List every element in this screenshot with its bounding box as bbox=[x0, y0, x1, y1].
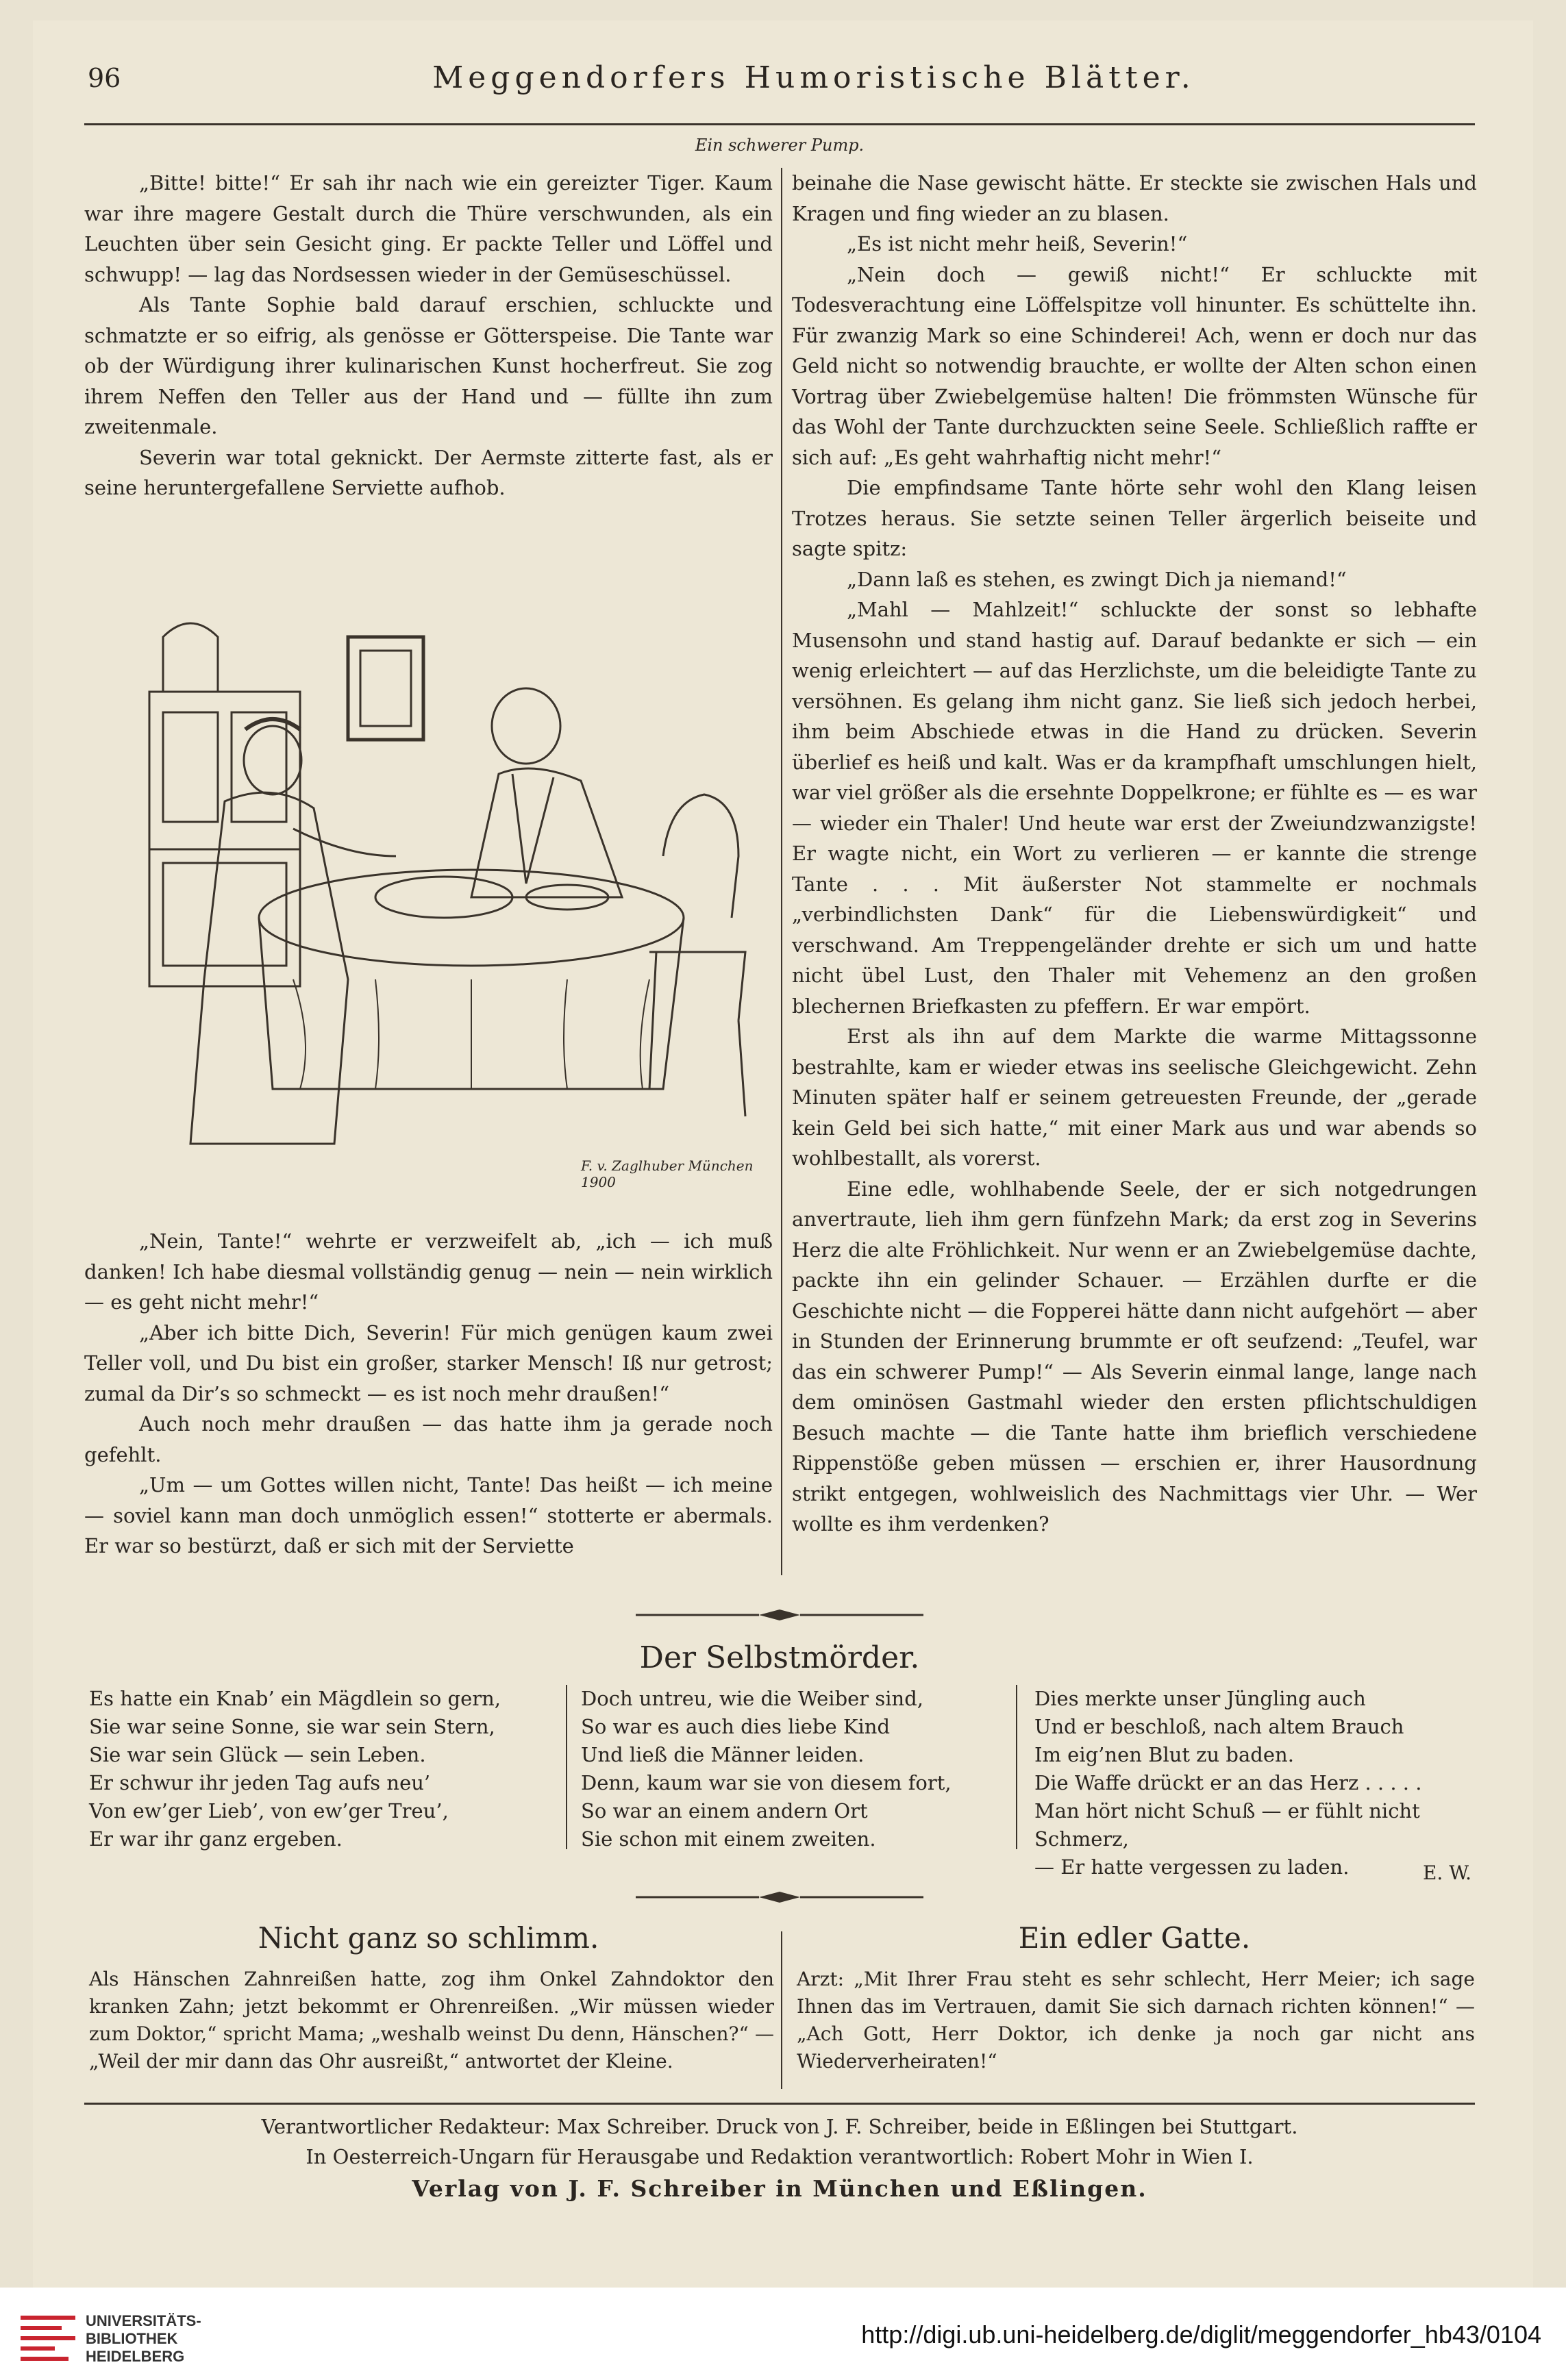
imprint-austria: In Oesterreich-Ungarn für Herausgabe und Redaktion verantwortlich: Robert Mohr in Wien I. bbox=[306, 2145, 1254, 2168]
story-right bbox=[792, 168, 1477, 1540]
paragraph: „Dann laß es stehen, es zwingt Dich ja niemand!“ bbox=[847, 567, 1347, 591]
header-rule bbox=[84, 123, 1475, 125]
joke-title: Ein edler Gatte. bbox=[1018, 1921, 1251, 1955]
poem-stanza-2: Doch untreu, wie die Weiber sind, So war es auch dies liebe Kind Und ließ die Männer leiden. Denn, kaum war sie von diesem fort, So war an einem andern Ort Sie schon mit einem zweiten. bbox=[581, 1687, 952, 1851]
library-name-line: HEIDELBERG bbox=[86, 2348, 185, 2365]
running-title: Meggendorfers Humoristische Blätter. bbox=[432, 60, 1195, 95]
page-number: 96 bbox=[88, 63, 121, 93]
paragraph: „Um — um Gottes willen nicht, Tante! Das heißt — ich meine — soviel kann man doch unmöglich essen!“ stotterte er abermals. Er war so bestürzt, daß er sich mit der Serviette bbox=[84, 1473, 773, 1557]
library-name-line: BIBLIOTHEK bbox=[86, 2330, 178, 2347]
imprint-publisher: Verlag von J. F. Schreiber in München und Eßlingen. bbox=[412, 2175, 1147, 2202]
newspaper-page bbox=[33, 21, 1533, 2363]
library-name-line: UNIVERSITÄTS- bbox=[86, 2312, 201, 2329]
paragraph: beinahe die Nase gewischt hätte. Er steckte sie zwischen Hals und Kragen und fing wieder an zu blasen. bbox=[792, 171, 1477, 225]
paragraph: Severin war total geknickt. Der Aermste zitterte fast, als er seine heruntergefallene Serviette aufhob. bbox=[84, 445, 773, 499]
poem-title: Der Selbstmörder. bbox=[639, 1640, 920, 1675]
ornament-divider bbox=[636, 1890, 923, 1904]
paragraph: „Nein doch — gewiß nicht!“ Er schluckte mit Todesverachtung eine Löffelspitze voll hinunter. Es schüttelte ihn. Für zwanzig Mark so eine Schinderei! Ach, wenn er doch nur das Geld nicht so notwendig brauchte, er wollte der Alten schon einen Vortrag über Zwiebelgemüse halten! Die frömmsten Wünsche für das Wohl der Tante durchzuckten seine Seele. Schließlich raffte er sich auf: „Es geht wahrhaftig nicht mehr!“ bbox=[792, 262, 1477, 469]
paragraph: „Aber ich bitte Dich, Severin! Für mich genügen kaum zwei Teller voll, und Du bist ein großer, starker Mensch! Iß nur getrost; zumal da Dir’s so schmeckt — es ist noch mehr draußen!“ bbox=[84, 1320, 773, 1405]
story-subtitle: Ein schwerer Pump. bbox=[695, 136, 865, 155]
library-logo-icon bbox=[21, 2309, 75, 2367]
poem-stanza-3: Dies merkte unser Jüngling auch Und er beschloß, nach altem Brauch Im eig’nen Blut zu baden. Die Waffe drückt er an das Herz . . . . . Man hört nicht Schuß — er fühlt nicht Schmerz, — Er hatte vergessen zu laden. bbox=[1034, 1687, 1422, 1879]
imprint-rule bbox=[84, 2103, 1475, 2105]
source-url-link[interactable]: http://digi.ub.uni-heidelberg.de/diglit/meggendorfer_hb43/0104 bbox=[861, 2320, 1541, 2348]
paragraph: „Mahl — Mahlzeit!“ schluckte der sonst so lebhafte Musensohn und stand hastig auf. Darauf bedankte er sich — ein wenig erleichtert — auf das Herzlichste, um die beleidigte Tante zu versöhnen. Es gelang ihm nicht ganz. Sie ließ sich jedoch herbei, ihm beim Abschiede etwas in die Hand zu drücken. Severin überlief es heiß und kalt. Was er da krampfhaft umschlungen hielt, war viel größer als die ersehnte Doppelkrone; er fühlte es — es war — wieder ein Thaler! Und heute war erst der Zweiundzwanzigste! Er wagte nicht, ein Wort zu verlieren — er kannte die strenge Tante . . . Mit äußerster Not stammelte er nochmals „verbindlichsten Dank“ für die Liebenswürdigkeit“ und verschwand. Am Treppengeländer drehte er sich um und hatte nicht übel Lust, den Thaler mit Vehemenz an den großen blechernen Briefkasten zu pfeffern. Er war empört. bbox=[792, 598, 1477, 1018]
poem-divider bbox=[566, 1685, 567, 1849]
paragraph: „Bitte! bitte!“ Er sah ihr nach wie ein gereizter Tiger. Kaum war ihre magere Gestalt durch die Thüre verschwunden, als ein Leuchten über sein Gesicht ging. Er packte Teller und Löffel und schwupp! — lag das Nordsessen wieder in der Gemüseschüssel. bbox=[84, 171, 773, 286]
joke-text: Arzt: „Mit Ihrer Frau steht es sehr schlecht, Herr Meier; ich sage Ihnen das im Vertrauen, damit Sie sich darnach richten können!“ — „Ach Gott, Herr Doktor, ich denke ja noch gar nicht ans Wiederverheiraten!“ bbox=[797, 1968, 1475, 2072]
poem-stanza-1: Es hatte ein Knab’ ein Mägdlein so gern, Sie war seine Sonne, sie war sein Stern, Sie war sein Glück — sein Leben. Er schwur ihr jeden Tag aufs neu’ Von ew’ger Lieb’, von ew’ger Treu’, Er war ihr ganz ergeben. bbox=[89, 1687, 501, 1851]
imprint-editor: Verantwortlicher Redakteur: Max Schreiber. Druck von J. F. Schreiber, beide in Eßlingen bei Stuttgart. bbox=[261, 2115, 1298, 2138]
column-divider bbox=[781, 168, 782, 1575]
joke-title: Nicht ganz so schlimm. bbox=[258, 1921, 599, 1955]
ornament-divider bbox=[636, 1608, 923, 1622]
poem-divider bbox=[1016, 1685, 1017, 1849]
paragraph: Eine edle, wohlhabende Seele, der er sich notgedrungen anvertraute, lieh ihm gern fünfzehn Mark; da erst zog in Severins Herz die alte Fröhlichkeit. Nur wenn er an Zwiebelgemüse dachte, packte ihn ein gelinder Schauer. — Erzählen durfte er die Geschichte nicht — die Fopperei hätte dann nicht aufgehört — aber in Stunden der Erinnerung brummte er oft seufzend: „Teufel, war das ein schwerer Pump!“ — Als Severin einmal lange, lange nach dem ominösen Gastmahl wieder den ersten pflichtschuldigen Besuch machte — die Tante hatte ihm brieflich verschiedene Rippenstöße geben müssen — erschien er, ihrer Hausordnung strikt entgegen, wohlweislich des Nachmittags vier Uhr. — Wer wollte es ihm verdenken? bbox=[792, 1177, 1477, 1536]
joke-divider bbox=[781, 1931, 782, 2089]
illustration bbox=[88, 596, 773, 1199]
ornament-icon bbox=[636, 1890, 923, 1904]
ornament-icon bbox=[636, 1608, 923, 1622]
digitization-footer bbox=[0, 2288, 1566, 2380]
library-name bbox=[86, 2312, 201, 2366]
paragraph: Die empfindsame Tante hörte sehr wohl den Klang leisen Trotzes heraus. Sie setzte seinen Teller ärgerlich beiseite und sagte spitz: bbox=[792, 476, 1477, 560]
story-left-bottom bbox=[84, 1226, 773, 1562]
paragraph: Als Tante Sophie bald darauf erschien, schluckte und schmatzte er so eifrig, als genösse er Götterspeise. Die Tante war ob der Würdigung ihrer kulinarischen Kunst hocherfreut. Sie zog ihrem Neffen den Teller aus der Hand und — füllte ihn zum zweitenmale. bbox=[84, 293, 773, 438]
paragraph: „Nein, Tante!“ wehrte er verzweifelt ab, „ich — ich muß danken! Ich habe diesmal vollständig genug — nein — nein wirklich — es geht nicht mehr!“ bbox=[84, 1229, 773, 1314]
illustration-signature: F. v. Zaglhuber München 1900 bbox=[581, 1157, 754, 1190]
poem-signature: E. W. bbox=[1422, 1862, 1471, 1884]
joke-text: Als Hänschen Zahnreißen hatte, zog ihm Onkel Zahndoktor den kranken Zahn; jetzt bekommt er Ohrenreißen. „Wir müssen wieder zum Doktor,“ spricht Mama; „weshalb weinst Du denn, Hänschen?“ — „Weil der mir dann das Ohr ausreißt,“ antwortet der Kleine. bbox=[89, 1968, 774, 2072]
paragraph: Auch noch mehr draußen — das hatte ihm ja gerade noch gefehlt. bbox=[84, 1412, 773, 1466]
paragraph: Erst als ihn auf dem Markte die warme Mittagssonne bestrahlte, kam er wieder etwas ins seelische Gleichgewicht. Zehn Minuten später half er seinem getreuesten Freunde, der „gerade kein Geld bei sich hatte,“ mit einer Mark aus und war abends so wohlbestallt, als vorerst. bbox=[792, 1025, 1477, 1170]
aunt-and-nephew-dining-illustration bbox=[88, 596, 773, 1199]
story-left-top bbox=[84, 168, 773, 503]
paragraph: „Es ist nicht mehr heiß, Severin!“ bbox=[847, 232, 1188, 255]
